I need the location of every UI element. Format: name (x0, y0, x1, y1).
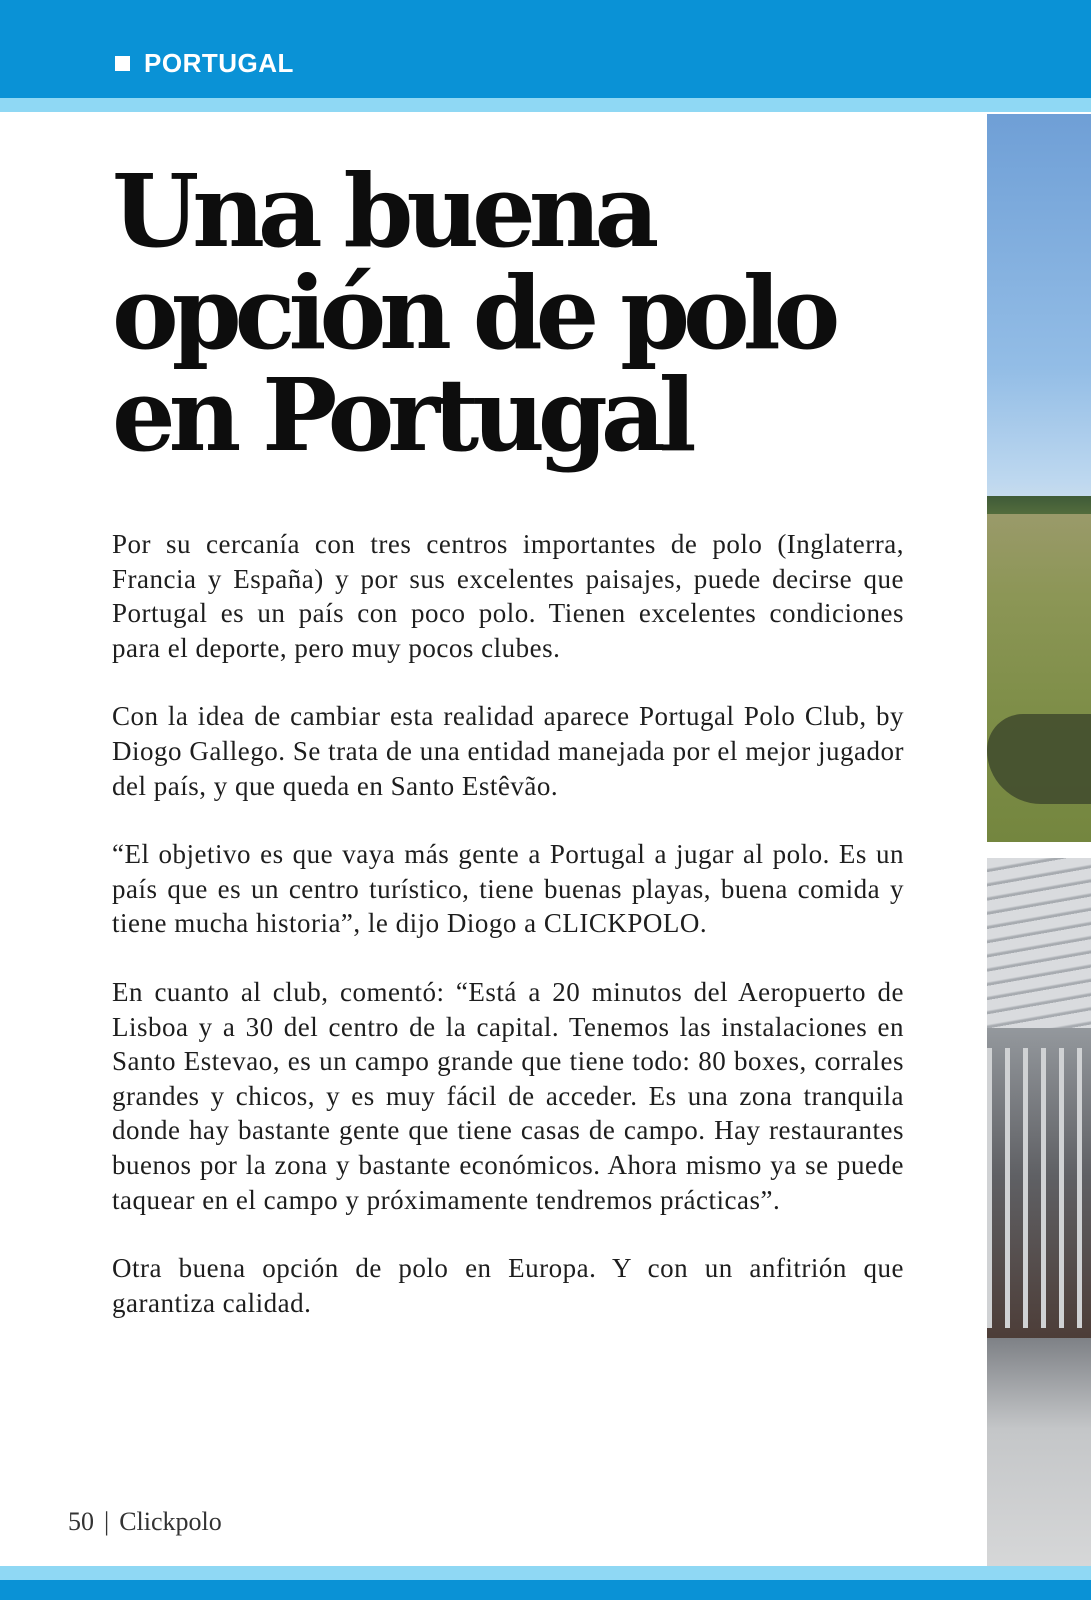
square-icon (115, 56, 130, 71)
footer-bar (0, 1580, 1091, 1600)
article-paragraph: Con la idea de cambiar esta realidad aparece Portugal Polo Club, by Diogo Gallego. Se trata de una entidad manejada por el mejor jugador del país, y que queda en Santo Estêvão. (112, 701, 904, 801)
article-paragraph: En cuanto al club, comentó: “Está a 20 minutos del Aeropuerto de Lisboa y a 30 del centro de la capital. Tenemos las instalaciones en Santo Estevao, es un campo grande que tiene todo: 80 boxes, corrales grandes y chicos, y es muy fácil de acceder. Es una zona tranquila donde hay bastante gente que tiene casas de campo. Hay restaurantes buenos por la zona y bastante económicos. Ahora mismo ya se puede taquear en el campo y próximamente tendremos prácticas”. (112, 976, 904, 1215)
article-body (112, 527, 904, 1354)
stable-photo (987, 858, 1091, 1566)
article-headline: Una buena opción de polo en Portugal (112, 152, 834, 474)
polo-field-photo (987, 114, 1091, 842)
article-paragraph: Otra buena opción de polo en Europa. Y con un anfitrión que garantiza calidad. (112, 1253, 904, 1318)
article-paragraph: Por su cercanía con tres centros importantes de polo (Inglaterra, Francia y España) y por sus excelentes paisajes, puede decirse que Portugal es un país con poco polo. Tienen excelentes condiciones para el deporte, pero muy pocos clubes. (112, 529, 904, 663)
footer-separator: | (104, 1507, 110, 1536)
page-footer (68, 1507, 222, 1537)
section-label: PORTUGAL (144, 47, 294, 78)
stable-wall (987, 1338, 1091, 1566)
page-number: 50 (68, 1507, 94, 1536)
publication-name: Clickpolo (119, 1507, 222, 1536)
section-tag (115, 46, 294, 80)
footer-stripe (0, 1566, 1091, 1580)
stable-roof (987, 858, 1091, 1028)
stall-bars (987, 1048, 1091, 1328)
article-paragraph: “El objetivo es que vaya más gente a Portugal a jugar al polo. Es un país que es un centro turístico, tiene buenas playas, buena comida y tiene mucha historia”, le dijo Diogo a CLICKPOLO. (112, 839, 904, 939)
tree-line (987, 496, 1091, 516)
header-stripe (0, 98, 1091, 112)
